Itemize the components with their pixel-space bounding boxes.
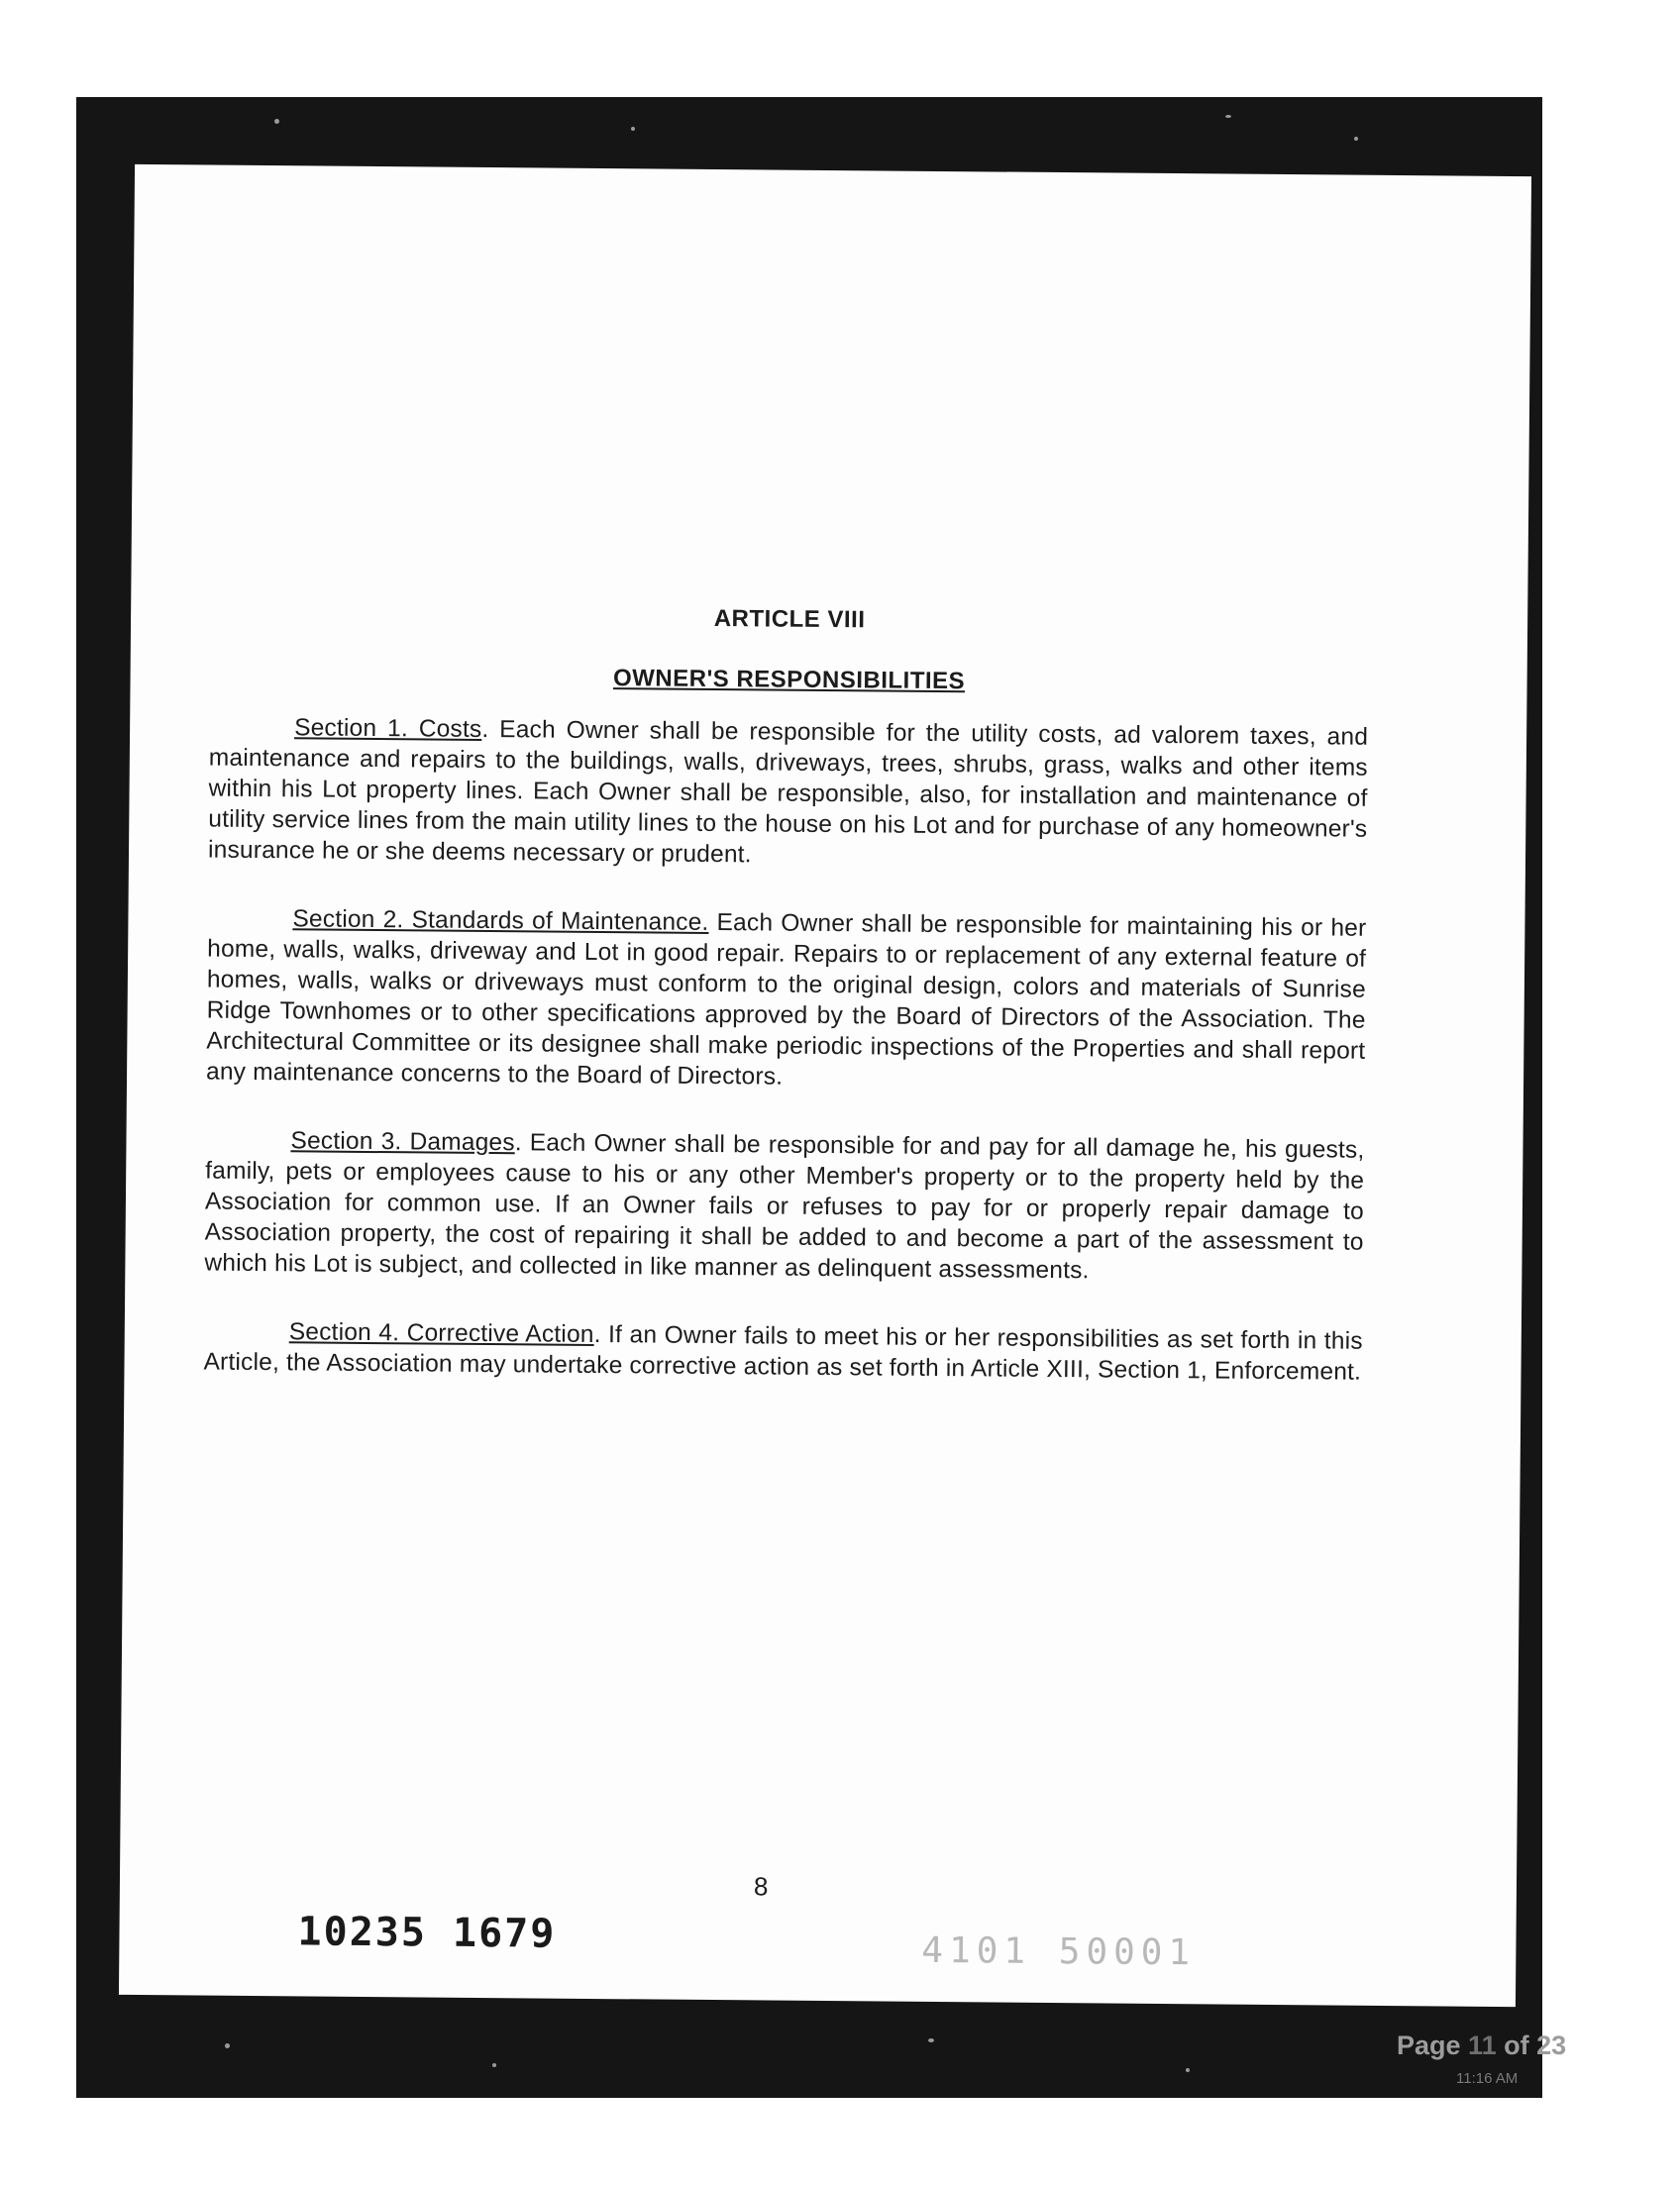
page-counter-suffix: of 23 <box>1496 2031 1567 2060</box>
article-subtitle: OWNER'S RESPONSIBILITIES <box>612 665 966 695</box>
recording-stamp: 10235 1679 <box>297 1909 557 1957</box>
page-timestamp: 11:16 AM <box>1456 2070 1519 2087</box>
section-body: Each Owner shall be responsible for maintaining his or her home, walls, walks, driveway and Lot in good repair. Repairs to or replacement of any external feature of homes, walls, walks or driveways must conform to the original design, colors and materials of Sunrise Ridge Townhomes or to other specifications approved by the Board of Directors of the Association. The Architectural Committee or its designee shall make periodic inspections of the Properties and shall report any maintenance concerns to the Board of Directors. <box>205 908 1367 1091</box>
section-heading: Section 2. Standards of Maintenance. <box>292 905 709 936</box>
page-counter <box>1397 2031 1566 2061</box>
section-standards-of-maintenance <box>206 903 1367 1097</box>
section-body: . Each Owner shall be responsible for the utility costs, ad valorem taxes, and maintenance and repairs to the buildings, walls, driveways, trees, shrubs, grass, walks and other items within his Lot property lines. Each Owner shall be responsible, also, for installation and maintenance of utility service lines from the main utility lines to the house on his Lot and for purchase of any homeowner's insurance he or she deems necessary or prudent. <box>207 715 1369 869</box>
section-heading: Section 3. Damages <box>290 1127 515 1157</box>
document-body <box>203 599 1369 1425</box>
page-number: 8 <box>753 1871 769 1902</box>
current-page: 11 <box>1468 2031 1497 2060</box>
section-heading: Section 4. Corrective Action <box>288 1318 594 1348</box>
section-body: . Each Owner shall be responsible for and pay for all damage he, his guests, family, pets or employees cause to his or any other Member's property or to the property held by the Association for common use. If an Owner fails or refuses to pay for or properly repair damage to Association property, the cost of repairing it shall be added to and become a part of the assessment to which his Lot is subject, and collected in like manner as delinquent assessments. <box>204 1129 1365 1285</box>
section-heading: Section 1. Costs <box>294 714 482 743</box>
article-title: ARTICLE VIII <box>713 605 866 634</box>
page-counter-prefix: Page <box>1397 2031 1469 2060</box>
section-damages <box>204 1125 1364 1289</box>
section-body: . If an Owner fails to meet his or her responsibilities as set forth in this Article, the Association may undertake corrective action as set forth in Article XIII, Section 1, Enforcement. <box>203 1320 1363 1386</box>
section-corrective-action <box>203 1316 1362 1388</box>
document-page <box>119 164 1531 2007</box>
faint-stamp: 4101 50001 <box>921 1929 1197 1974</box>
section-costs <box>208 712 1368 876</box>
